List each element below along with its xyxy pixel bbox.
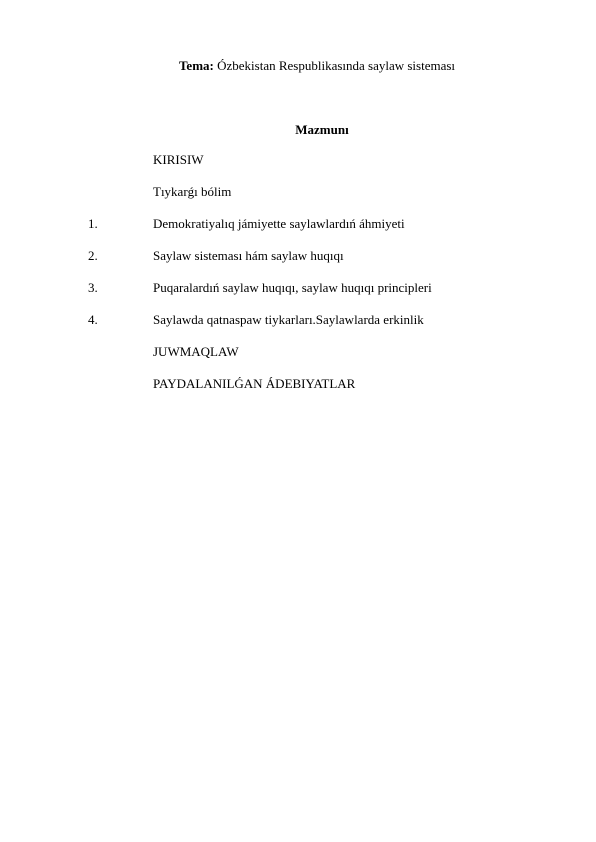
topic-label: Tema: — [178, 58, 214, 73]
toc-item-title: KIRISIW — [153, 152, 204, 167]
toc-item-number: 4. — [88, 312, 98, 327]
toc-item-number: 1. — [88, 216, 98, 231]
toc-item-1 — [0, 216, 596, 248]
toc-item-2 — [0, 248, 596, 280]
toc-item-title: PAYDALANILǴAN ÁDEBIYATLAR — [153, 376, 356, 391]
toc-item-number: 2. — [88, 248, 98, 263]
contents-heading: Mazmunı — [295, 122, 349, 137]
table-of-contents — [0, 152, 596, 408]
topic-text: Ózbekistan Respublikasında saylaw sisteması — [217, 58, 456, 73]
toc-item-conclusion — [0, 344, 596, 376]
toc-item-title: Tıykarǵı bólim — [153, 184, 232, 199]
topic-line — [0, 58, 596, 74]
toc-item-3 — [0, 280, 596, 312]
toc-item-title: Saylawda qatnaspaw tiykarları.Saylawlarda erkinlik — [153, 312, 424, 327]
toc-item-number: 3. — [88, 280, 98, 295]
toc-item-title: Puqaralardıń saylaw huqıqı, saylaw huqıqı principleri — [153, 280, 432, 295]
toc-item-title: Saylaw sisteması hám saylaw huqıqı — [153, 248, 344, 263]
toc-item-title: Demokratiyalıq jámiyette saylawlardıń áhmiyeti — [153, 216, 405, 231]
toc-item-title: JUWMAQLAW — [153, 344, 239, 359]
toc-item-main-part — [0, 184, 596, 216]
toc-item-references — [0, 376, 596, 408]
toc-item-introduction — [0, 152, 596, 184]
toc-item-4 — [0, 312, 596, 344]
